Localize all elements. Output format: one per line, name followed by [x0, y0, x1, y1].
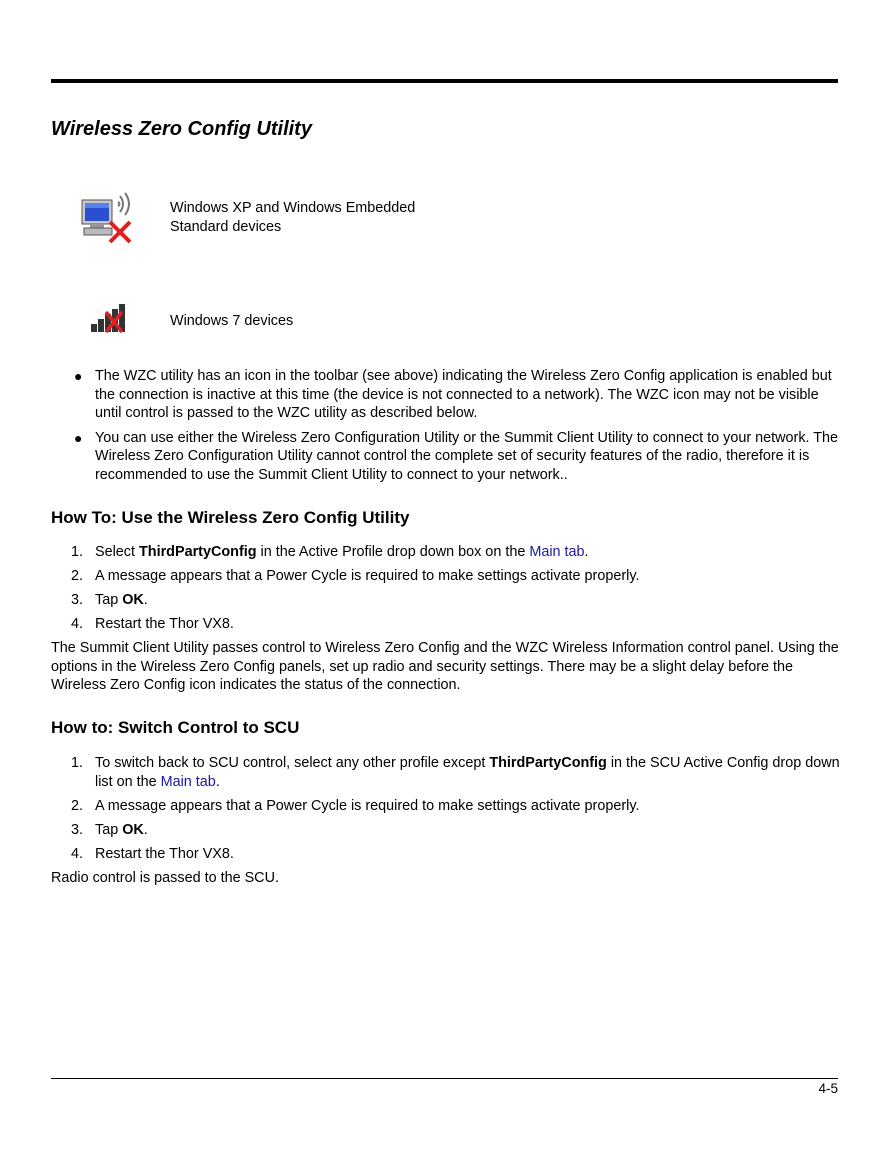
step-text: . [143, 592, 148, 608]
step-number: 3. [71, 821, 84, 838]
main-tab-link[interactable]: Main tab [160, 773, 216, 790]
switch-scu-paragraph: Radio control is passed to the SCU. [51, 870, 279, 886]
list-item [51, 615, 841, 634]
step-number: 4. [71, 616, 84, 632]
step-number: 3. [71, 592, 84, 608]
step-text: Tap [95, 821, 123, 838]
step-number: 2. [71, 568, 84, 584]
list-item [51, 543, 841, 562]
list-item [51, 429, 841, 485]
step-bold-text: OK [122, 592, 144, 608]
use-wzc-paragraph: The Summit Client Utility passes control to Wireless Zero Config and the WZC Wireless Information control panel. Using the options in the Wireless Zero Config panels, set up radio and security settings. There may be a slight delay before the Wireless Zero Config icon indicates the status of the connection. [51, 640, 839, 693]
page-title: Wireless Zero Config Utility [51, 118, 312, 140]
step-bold-text: ThirdPartyConfig [489, 755, 607, 771]
page-number: 4-5 [818, 1081, 838, 1096]
xp-caption-line-1: Windows XP and Windows Embedded [170, 200, 416, 216]
use-wzc-steps [51, 543, 841, 639]
step-number: 4. [71, 845, 84, 862]
step-text: A message appears that a Power Cycle is required to make settings activate properly. [95, 568, 640, 584]
step-text: in the SCU Active Config drop down list on the [95, 755, 840, 790]
step-text: Restart the Thor VX8. [95, 845, 234, 862]
wzc-xp-inactive-icon [80, 190, 136, 246]
list-item [51, 367, 841, 423]
bullet-text: The WZC utility has an icon in the toolbar (see above) indicating the Wireless Zero Config application is enabled but the connection is inactive at this time (the device is not connected to a network). The WZC icon may not be visible until control is passed to the WZC utility as described below. [95, 368, 832, 421]
list-item [51, 567, 841, 586]
xp-icon-caption [170, 199, 415, 237]
step-text: . [584, 544, 589, 560]
step-number: 1. [71, 755, 84, 771]
step-text: in the Active Profile drop down box on the [256, 544, 530, 560]
switch-scu-steps [51, 754, 841, 869]
xp-caption-line-2: Standard devices [170, 219, 282, 235]
step-text: Restart the Thor VX8. [95, 616, 234, 632]
footer-rule [51, 1078, 838, 1079]
step-text: Select [95, 544, 139, 560]
list-item [51, 754, 841, 791]
list-item [51, 821, 841, 840]
step-text: . [215, 773, 220, 790]
wzc-win7-inactive-icon [90, 302, 128, 336]
main-tab-link[interactable]: Main tab [529, 544, 585, 560]
list-item [51, 591, 841, 610]
header-rule [51, 79, 838, 83]
win7-icon-caption: Windows 7 devices [170, 313, 294, 329]
step-number: 1. [71, 544, 84, 560]
step-bold-text: ThirdPartyConfig [139, 544, 257, 560]
step-text: . [143, 821, 148, 838]
info-bullet-list [51, 367, 841, 490]
heading-use-wzc: How To: Use the Wireless Zero Config Utility [51, 508, 410, 527]
step-text: To switch back to SCU control, select any other profile except [95, 755, 490, 771]
list-item [51, 845, 841, 864]
step-text: A message appears that a Power Cycle is required to make settings activate properly. [95, 797, 640, 814]
bullet-dot: ● [74, 368, 83, 384]
bullet-text: You can use either the Wireless Zero Configuration Utility or the Summit Client Utility to connect to your network. The Wireless Zero Configuration Utility cannot control the complete set of security features of the radio, therefore it is recommended to use the Summit Client Utility to connect to your network.. [95, 429, 839, 483]
step-bold-text: OK [122, 821, 144, 838]
list-item [51, 797, 841, 816]
step-text: Tap [95, 592, 123, 608]
heading-switch-scu: How to: Switch Control to SCU [51, 718, 300, 737]
step-number: 2. [71, 797, 84, 814]
bullet-dot: ● [74, 429, 83, 446]
